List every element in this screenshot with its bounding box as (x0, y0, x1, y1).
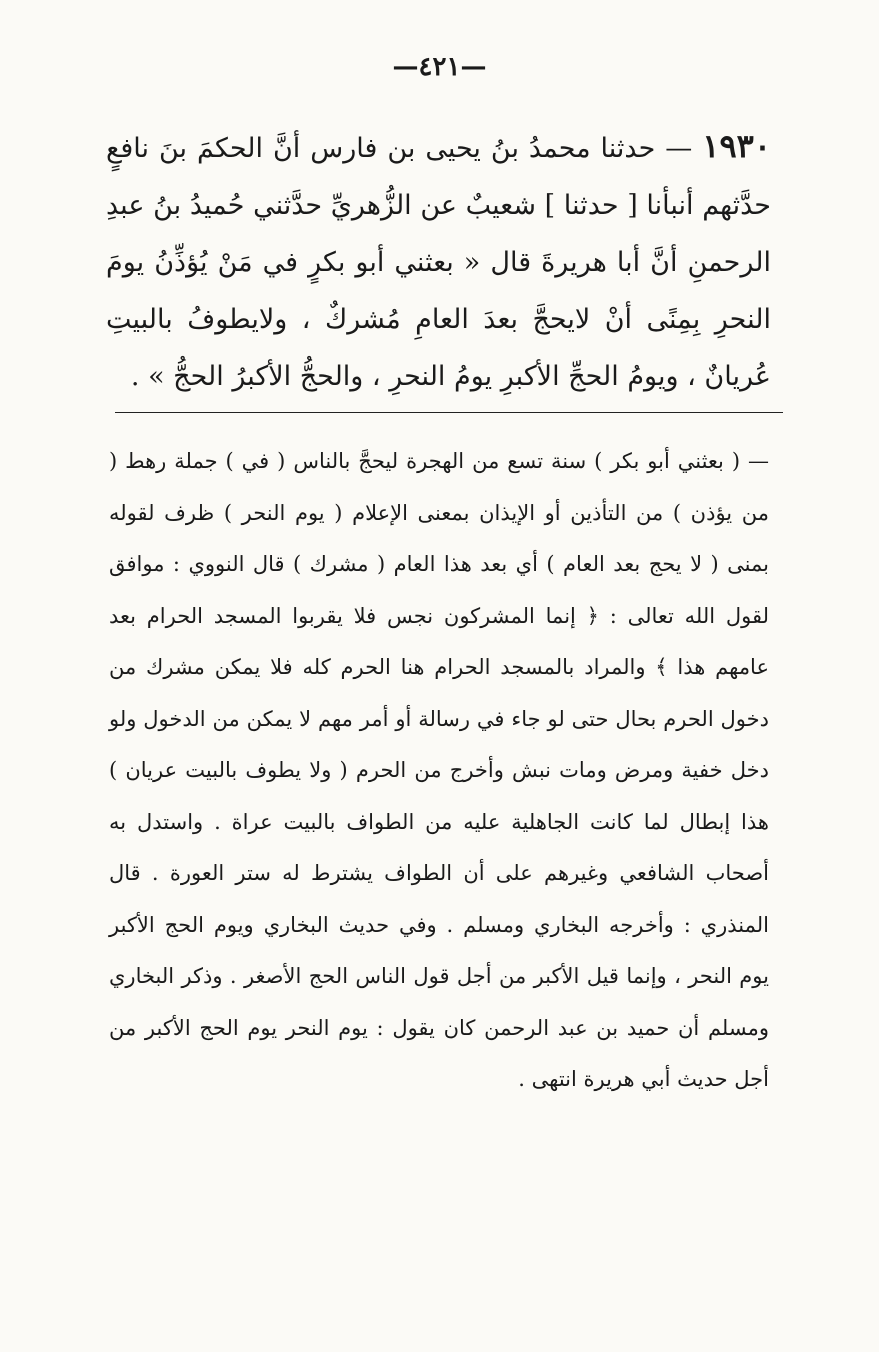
hadith-paragraph (106, 118, 771, 405)
hadith-number: ١٩٣٠ (702, 127, 771, 165)
section-divider (115, 412, 783, 413)
page-number: —٤٢١— (392, 52, 487, 82)
hadith-text: — حدثنا محمدُ بنُ يحيى بن فارس أنَّ الحكمَ بنَ نافعٍ حدَّثهم أنبأنا [ حدثنا ] شعيبٌ عن الزُّهريِّ حدَّثني حُميدُ بنُ عبدِ الرحمنِ أنَّ أبا هريرةَ قال « بعثني أبو بكرٍ في مَنْ يُؤذِّنُ يومَ النحرِ بِمِنًى أنْ لايحجَّ بعدَ العامِ مُشركٌ ، ولايطوفُ بالبيتِ عُريانٌ ، ويومُ الحجِّ الأكبرِ يومُ النحرِ ، والحجُّ الأكبرُ الحجُّ » . (106, 133, 771, 392)
commentary-paragraph: — ( بعثني أبو بكر ) سنة تسع من الهجرة ليحجَّ بالناس ( في ) جملة رهط ( من يؤذن ) من التأذين أو الإيذان بمعنى الإعلام ( يوم النحر ) ظرف لقوله بمنى ( لا يحج بعد العام ) أي بعد هذا العام ( مشرك ) قال النووي : موافق لقول الله تعالى : ﴿ إنما المشركون نجس فلا يقربوا المسجد الحرام بعد عامهم هذا ﴾ والمراد بالمسجد الحرام هنا الحرم كله فلا يمكن مشرك من دخول الحرم بحال حتى لو جاء في رسالة أو أمر مهم لا يمكن من الدخول ولو دخل خفية ومرض ومات نبش وأخرج من الحرم ( ولا يطوف بالبيت عريان ) هذا إبطال لما كانت الجاهلية عليه من الطواف بالبيت عراة . واستدل به أصحاب الشافعي وغيرهم على أن الطواف يشترط له ستر العورة . قال المنذري : وأخرجه البخاري ومسلم . وفي حديث البخاري ويوم الحج الأكبر يوم النحر ، وإنما قيل الأكبر من أجل قول الناس الحج الأصغر . وذكر البخاري ومسلم أن حميد بن عبد الرحمن كان يقول : يوم النحر يوم الحج الأكبر من أجل حديث أبي هريرة انتهى . (109, 449, 769, 1091)
